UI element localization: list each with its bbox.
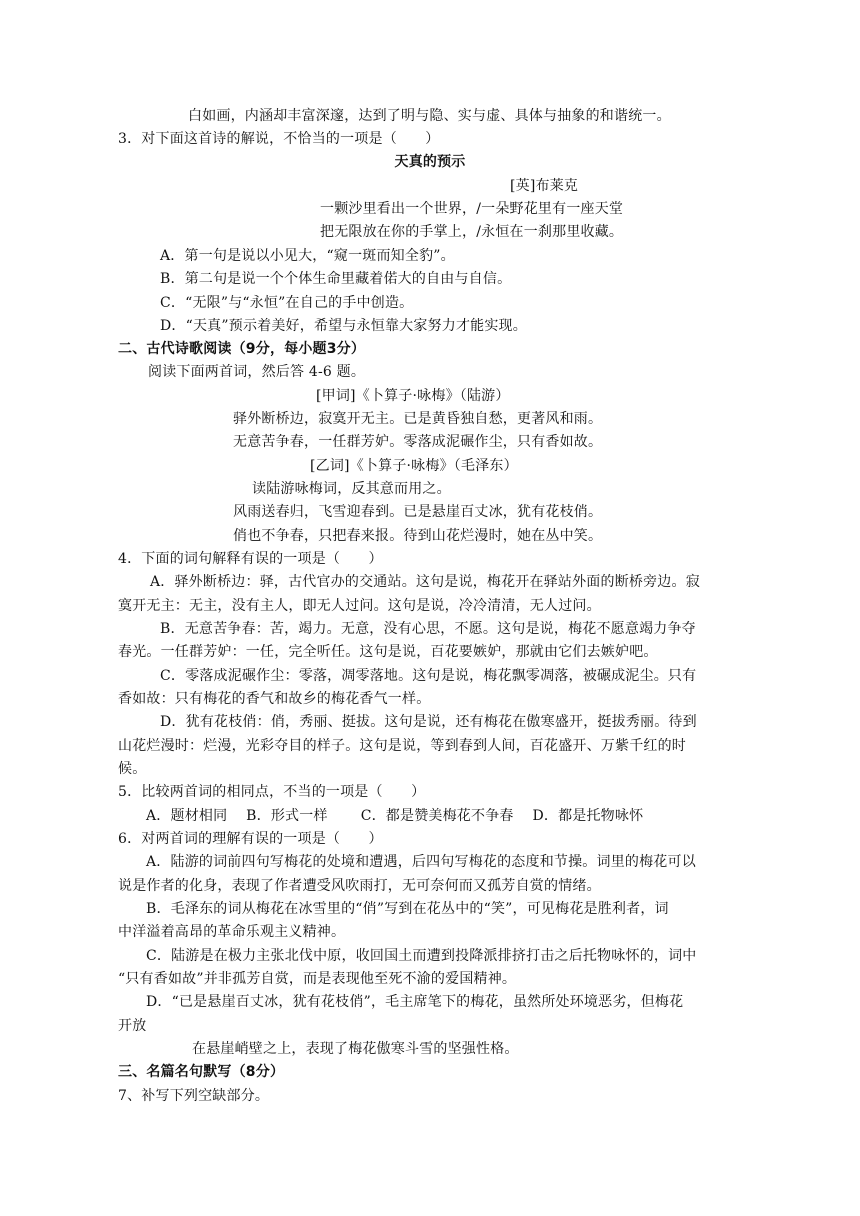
q6-option-b-line-1: B．毛泽东的词从梅花在冰雪里的“俏”写到在花丛中的“笑”，可见梅花是胜利者，词 (146, 901, 669, 917)
ci-jia-line-2: 无意苦争春，一任群芳妒。零落成泥碾作尘，只有香如故。 (233, 434, 603, 450)
section-2-instruction: 阅读下面两首词，然后答 4-6 题。 (148, 364, 366, 380)
q4-option-c-line-2: 香如故：只有梅花的香气和故乡的梅花香气一样。 (118, 691, 431, 707)
ci-yi-preface: 读陆游咏梅词，反其意而用之。 (252, 481, 451, 497)
poem-title: 天真的预示 (394, 154, 466, 170)
section-3-heading: 三、名篇名句默写（8分） (118, 1064, 285, 1080)
q6-option-d-line-1: D．“已是悬崖百丈冰，犹有花枝俏”，毛主席笔下的梅花，虽然所处环境恶劣，但梅花 (146, 994, 684, 1010)
ci-yi-line-1: 风雨送春归，飞雪迎春到。已是悬崖百丈冰，犹有花枝俏。 (233, 504, 603, 520)
ci-yi-title: [乙词]《卜算子·咏梅》（毛泽东） (310, 458, 518, 474)
q3-option-b: B．第二句是说一个个体生命里藏着偌大的自由与自信。 (160, 271, 512, 287)
ci-yi-line-2: 俏也不争春，只把春来报。待到山花烂漫时，她在丛中笑。 (233, 528, 603, 544)
q6-option-d-line-3: 在悬崖峭壁之上，表现了梅花傲寒斗雪的坚强性格。 (192, 1041, 519, 1057)
q6-option-b-line-2: 中洋溢着高昂的革命乐观主义精神。 (118, 924, 346, 940)
q6-option-c-line-1: C．陆游是在极力主张北伐中原，收回国土而遭到投降派排挤打击之后托物咏怀的，词中 (146, 948, 697, 964)
poem-line-2: 把无限放在你的手掌上，/永恒在一刹那里收藏。 (320, 224, 624, 240)
ci-jia-line-1: 驿外断桥边，寂寞开无主。已是黄昏独自愁，更著风和雨。 (233, 411, 603, 427)
q4-option-b-line-1: B．无意苦争春：苦，竭力。无意，没有心思，不愿。这句是说，梅花不愿意竭力争夺 (160, 621, 696, 637)
question-5-stem: 5．比较两首词的相同点，不当的一项是（ ） (118, 784, 426, 800)
passage-closing-line: 白如画，内涵却丰富深邃，达到了明与隐、实与虚、具体与抽象的和谐统一。 (188, 108, 671, 124)
poem-line-1: 一颗沙里看出一个世界，/一朵野花里有一座天堂 (320, 201, 624, 217)
q5-options: A．题材相同 B．形式一样 C．都是赞美梅花不争春 D．都是托物咏怀 (146, 808, 644, 824)
q6-option-a-line-2: 说是作者的化身，表现了作者遭受风吹雨打，无可奈何而又孤芳自赏的情绪。 (118, 878, 601, 894)
q4-option-c-line-1: C．零落成泥碾作尘：零落，凋零落地。这句是说，梅花飘零凋落，被碾成泥尘。只有 (160, 668, 697, 684)
q6-option-d-line-2: 开放 (118, 1018, 147, 1034)
section-2-heading: 二、古代诗歌阅读（9分，每小题3分） (118, 341, 366, 357)
question-6-stem: 6．对两首词的理解有误的一项是（ ） (118, 831, 383, 847)
question-3-stem: 3．对下面这首诗的解说，不恰当的一项是（ ） (118, 131, 440, 147)
q4-option-d-line-1: D．犹有花枝俏：俏，秀丽、挺拔。这句是说，还有梅花在傲寒盛开，挺拔秀丽。待到 (160, 714, 697, 730)
q6-option-c-line-2: “只有香如故”并非孤芳自赏，而是表现他至死不渝的爱国精神。 (118, 971, 517, 987)
q3-option-d: D．“天真”预示着美好，希望与永恒靠大家努力才能实现。 (160, 318, 527, 334)
q4-option-b-line-2: 春光。一任群芳妒：一任，完全听任。这句是说，百花要嫉妒，那就由它们去嫉妒吧。 (118, 644, 658, 660)
q6-option-a-line-1: A．陆游的词前四句写梅花的处境和遭遇，后四句写梅花的态度和节操。词里的梅花可以 (146, 854, 696, 870)
question-7-stem: 7、补写下列空缺部分。 (118, 1088, 270, 1104)
question-4-stem: 4．下面的词句解释有误的一项是（ ） (118, 551, 383, 567)
q4-option-a-line-2: 寞开无主：无主，没有主人，即无人过问。这句是说，冷冷清清，无人过问。 (118, 598, 601, 614)
ci-jia-title: [甲词]《卜算子·咏梅》（陆游） (316, 388, 510, 404)
q4-option-d-line-2: 山花烂漫时：烂漫，光彩夺目的样子。这句是说，等到春到人间，百花盛开、万紫千红的时 (118, 738, 686, 754)
q4-option-a-line-1: A．驿外断桥边：驿，古代官办的交通站。这句是说，梅花开在驿站外面的断桥旁边。寂 (150, 574, 700, 590)
poem-author: [英]布莱克 (510, 178, 579, 194)
q4-option-d-line-3: 候。 (118, 761, 147, 777)
q3-option-c: C．“无限”与“永恒”在自己的手中创造。 (160, 295, 414, 311)
q3-option-a: A．第一句是说以小见大，“窥一斑而知全豹”。 (160, 248, 455, 264)
